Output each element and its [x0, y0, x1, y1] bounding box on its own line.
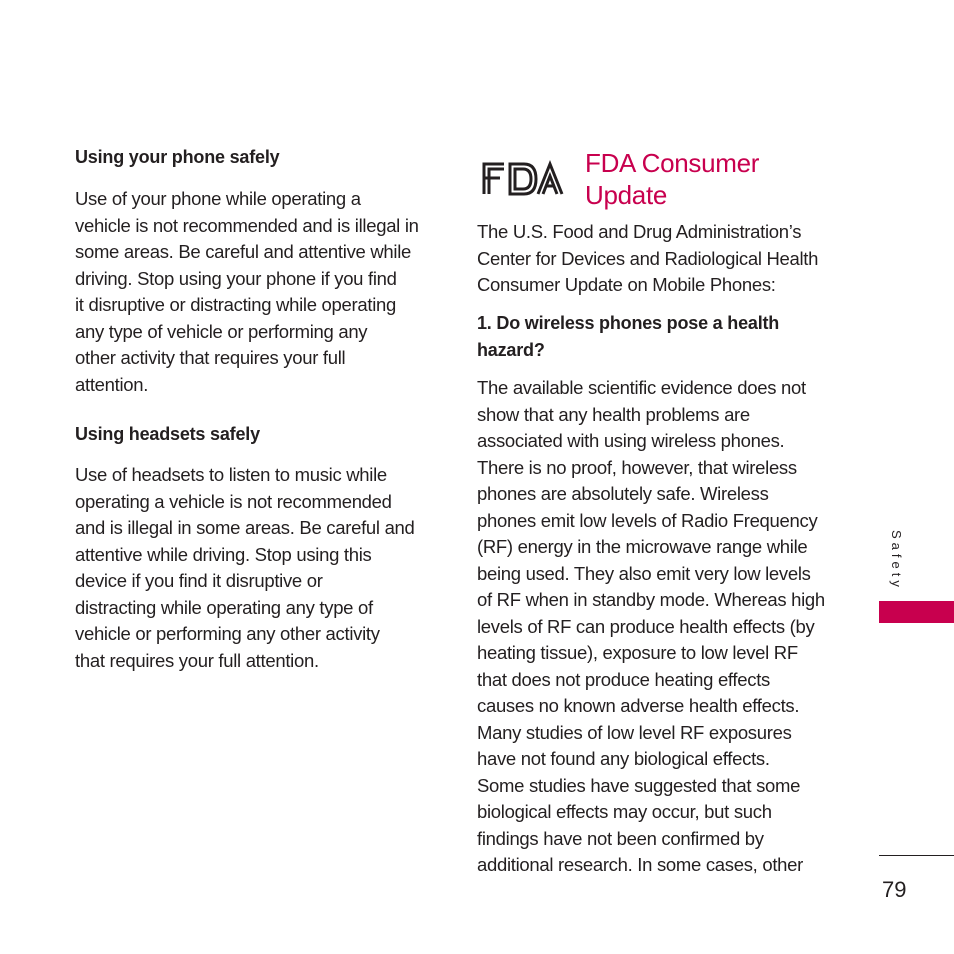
text-line: Use of headsets to listen to music while: [75, 464, 387, 485]
section-tab-marker: [879, 601, 954, 623]
text-line: associated with using wireless phones.: [477, 430, 785, 451]
text-line: Use of your phone while operating a: [75, 188, 361, 209]
text-line: attentive while driving. Stop using this: [75, 543, 372, 565]
text-line: There is no proof, however, that wireless: [477, 456, 797, 478]
answer-paragraph: [477, 375, 825, 879]
text-line: any type of vehicle or performing any: [75, 320, 368, 342]
fda-logo-icon: [480, 158, 566, 198]
text-line: that does not produce heating effects: [477, 668, 771, 690]
text-line: have not found any biological effects.: [477, 748, 770, 769]
page-number: 79: [882, 877, 907, 902]
text-line: phones are absolutely safe. Wireless: [477, 483, 769, 504]
intro-paragraph: [477, 219, 818, 299]
text-line: operating a vehicle is not recommended: [75, 490, 392, 512]
text-line: of RF when in standby mode. Whereas high: [477, 589, 825, 610]
text-line: findings have not been confirmed by: [477, 827, 764, 849]
text-line: vehicle is not recommended and is illegal in: [75, 214, 419, 236]
text-line: causes no known adverse health effects.: [477, 695, 800, 716]
text-line: levels of RF can produce health effects (by: [477, 615, 815, 637]
section-side-label: Safety: [889, 530, 904, 591]
paragraph-phone-safely: [75, 186, 419, 398]
title-line: Update: [585, 180, 668, 210]
text-line: show that any health problems are: [477, 403, 750, 425]
text-line: vehicle or performing any other activity: [75, 623, 380, 644]
text-line: The U.S. Food and Drug Administration’s: [477, 221, 802, 242]
text-line: Consumer Update on Mobile Phones:: [477, 274, 776, 295]
text-line: device if you find it disruptive or: [75, 570, 323, 591]
text-line: The available scientific evidence does not: [477, 377, 806, 398]
page-title: [585, 147, 759, 211]
text-line: and is illegal in some areas. Be careful and: [75, 517, 415, 538]
title-line: FDA Consumer: [585, 148, 760, 178]
text-line: Some studies have suggested that some: [477, 774, 801, 796]
text-line: distracting while operating any type of: [75, 596, 373, 618]
text-line: driving. Stop using your phone if you find: [75, 267, 397, 289]
text-line: being used. They also emit very low levels: [477, 562, 811, 584]
text-line: attention.: [75, 373, 149, 395]
paragraph-headsets-safely: [75, 462, 415, 674]
text-line: other activity that requires your full: [75, 347, 346, 368]
question-line: 1. Do wireless phones pose a health: [477, 313, 780, 333]
text-line: phones emit low levels of Radio Frequency: [477, 509, 818, 531]
question-line: hazard?: [477, 340, 545, 360]
text-line: some areas. Be careful and attentive while: [75, 241, 412, 262]
text-line: that requires your full attention.: [75, 649, 319, 671]
text-line: it disruptive or distracting while operating: [75, 294, 396, 315]
text-line: Center for Devices and Radiological Health: [477, 247, 819, 269]
text-line: Many studies of low level RF exposures: [477, 721, 792, 743]
text-line: biological effects may occur, but such: [477, 801, 772, 822]
section-heading-headsets-safely: Using headsets safely: [75, 424, 260, 444]
text-line: (RF) energy in the microwave range while: [477, 536, 808, 557]
question-heading: [477, 310, 779, 364]
text-line: additional research. In some cases, other: [477, 854, 804, 875]
footer-divider: [879, 855, 954, 856]
section-heading-phone-safely: Using your phone safely: [75, 147, 280, 167]
text-line: heating tissue), exposure to low level RF: [477, 642, 798, 663]
